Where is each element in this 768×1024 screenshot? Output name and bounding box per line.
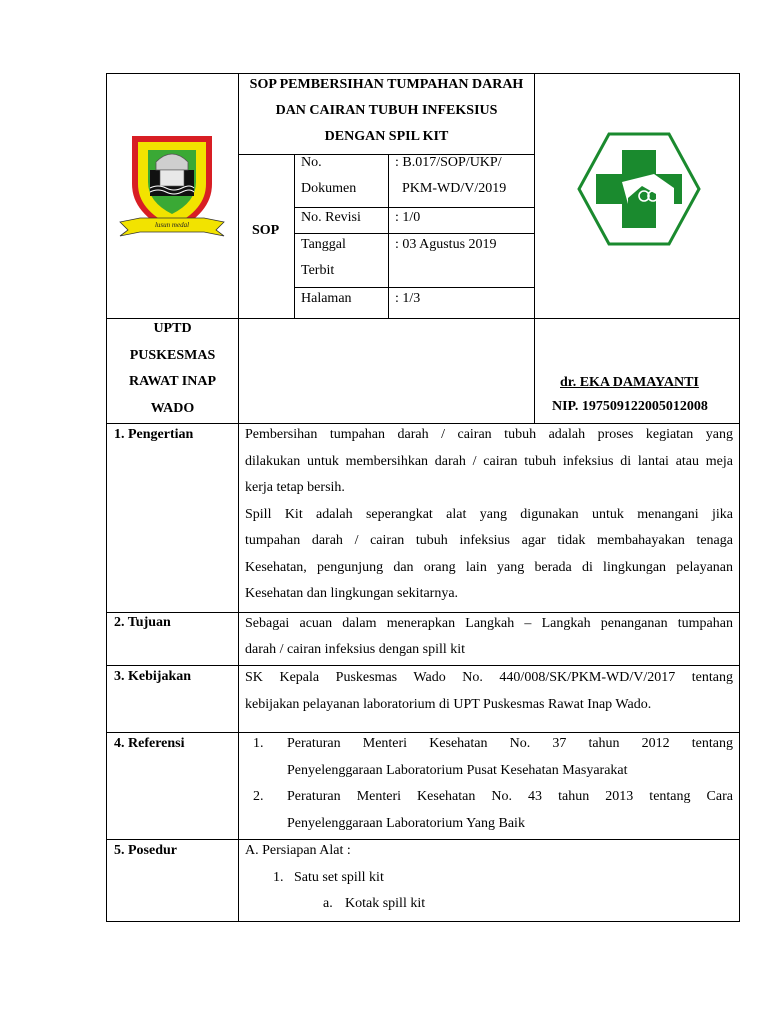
text-line: Kesehatan dan lingkungan sekitarnya. <box>245 586 459 601</box>
value-line: PKM-WD/V/2019 <box>402 181 507 196</box>
tujuan-text <box>245 611 733 663</box>
section-label-pengertian: 1. Pengertian <box>114 427 194 442</box>
posedur-sub-text: Kotak spill kit <box>345 896 426 911</box>
district-logo <box>116 126 228 242</box>
label-line: No. <box>301 155 322 170</box>
title-line: DAN CAIRAN TUBUH INFEKSIUS <box>275 103 498 118</box>
signer-name: dr. EKA DAMAYANTI <box>560 375 699 390</box>
pengertian-text <box>245 422 733 608</box>
text-line: Kesehatan, pengunjung dan orang lain yang berada di lingkungan pelayanan <box>245 559 733 575</box>
value-line: : B.017/SOP/UKP/ <box>395 155 502 170</box>
title-line: SOP PEMBERSIHAN TUMPAHAN DARAH <box>249 77 524 92</box>
label-line: Terbit <box>301 263 335 278</box>
posedur-heading: A. Persiapan Alat : <box>245 843 351 858</box>
page-value: : 1/3 <box>395 291 421 306</box>
ref-item-2 <box>287 784 733 837</box>
posedur-item-text: Satu set spill kit <box>294 870 384 885</box>
logo-ribbon-text: lusun medal <box>154 221 190 229</box>
section-label-tujuan: 2. Tujuan <box>114 615 171 630</box>
text-line: Peraturan Menteri Kesehatan No. 37 tahun 2012 tentang <box>287 736 733 751</box>
org-line: WADO <box>150 400 195 416</box>
issue-date-label <box>301 232 346 284</box>
label-line: Tanggal <box>301 237 346 252</box>
signer-nip: NIP. 197509122005012008 <box>552 399 708 414</box>
text-line: SK Kepala Puskesmas Wado No. 440/008/SK/PKM-WD/V/2017 tentang <box>245 670 733 685</box>
ref-item-1 <box>287 731 733 784</box>
org-line: PUSKESMAS <box>129 347 216 363</box>
text-line: dilakukan untuk membersihkan darah / cairan tubuh infeksius di lantai atau meja <box>245 453 733 469</box>
revision-value: : 1/0 <box>395 210 421 225</box>
text-line: Spill Kit adalah seperangkat alat yang digunakan untuk menangani jika <box>245 506 733 522</box>
org-line: UPTD <box>153 321 192 336</box>
text-line: kerja tetap bersih. <box>245 480 345 495</box>
text-line: Pembersihan tumpahan darah / cairan tubuh adalah proses kegiatan yang <box>245 427 733 442</box>
section-label-kebijakan: 3. Kebijakan <box>114 669 192 684</box>
ref-num-2: 2. <box>253 789 264 804</box>
text-line: Penyelenggaraan Laboratorium Pusat Kesehatan Masyarakat <box>287 762 628 778</box>
text-line: tumpahan darah / cairan tubuh infeksius agar tidak membahayakan tenaga <box>245 533 733 548</box>
label-line: Dokumen <box>301 181 357 196</box>
text-line: kebijakan pelayanan laboratorium di UPT Puskesmas Rawat Inap Wado. <box>245 697 652 712</box>
text-line: Sebagai acuan dalam menerapkan Langkah – Langkah penanganan tumpahan <box>245 616 733 631</box>
sop-label: SOP <box>252 223 280 238</box>
doc-number-value <box>395 150 506 202</box>
title-line: DENGAN SPIL KIT <box>324 129 449 144</box>
text-line: Penyelenggaraan Laboratorium Yang Baik <box>287 815 525 831</box>
green-cross-icon <box>576 132 702 246</box>
kebijakan-text <box>245 664 733 718</box>
issue-date-value: : 03 Agustus 2019 <box>395 237 497 252</box>
posedur-item-num: 1. <box>273 870 284 885</box>
organization-name <box>107 316 238 422</box>
ref-num-1: 1. <box>253 736 264 751</box>
puskesmas-logo <box>576 132 702 246</box>
text-line: Peraturan Menteri Kesehatan No. 43 tahun 2013 tentang Cara <box>287 789 733 804</box>
posedur-sub-num: a. <box>323 896 333 911</box>
revision-label: No. Revisi <box>301 210 361 225</box>
page-label: Halaman <box>301 291 352 306</box>
doc-number-label <box>301 150 356 202</box>
section-label-referensi: 4. Referensi <box>114 736 185 751</box>
org-line: RAWAT INAP <box>129 374 216 389</box>
text-line: darah / cairan infeksius dengan spill kit <box>245 642 466 657</box>
section-label-posedur: 5. Posedur <box>114 843 177 858</box>
document-title <box>239 72 534 150</box>
